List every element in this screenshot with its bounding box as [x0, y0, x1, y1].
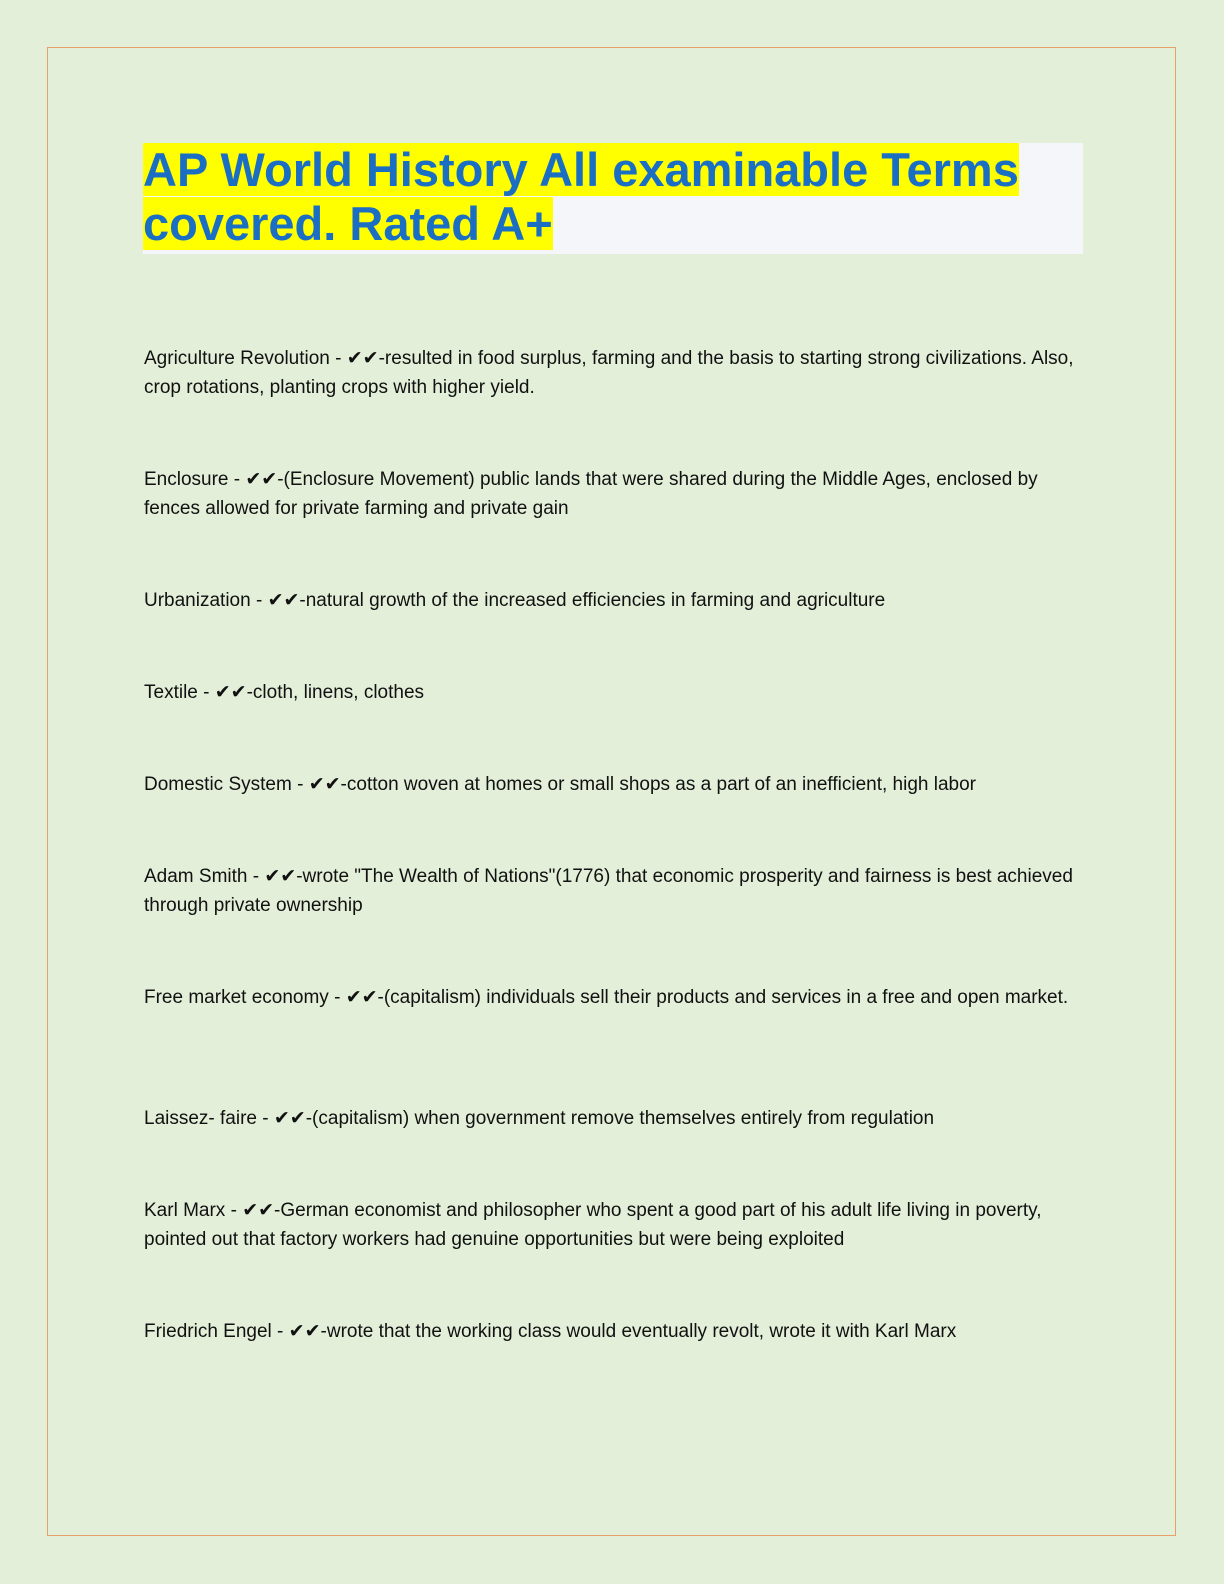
- list-item: [144, 983, 1084, 1012]
- term-separator: -: [328, 987, 346, 1008]
- term-definition: -wrote "The Wealth of Nations"(1776) that economic prosperity and fairness is best achieved through private ownership: [144, 866, 1073, 916]
- term-name: Friedrich Engel: [144, 1321, 272, 1342]
- list-item: [144, 344, 1084, 402]
- list-item: [144, 465, 1084, 523]
- term-name: Enclosure: [144, 469, 229, 490]
- term-name: Urbanization: [144, 590, 251, 611]
- check-icon: ✔✔: [288, 1320, 321, 1342]
- term-separator: -: [197, 682, 215, 703]
- check-icon: ✔✔: [346, 347, 379, 369]
- term-name: Adam Smith: [144, 866, 248, 887]
- term-definition: -German economist and philosopher who spent a good part of his adult life living in poverty, pointed out that factory workers had genuine opportunities but were being exploited: [144, 1200, 1042, 1250]
- term-name: Laissez- faire: [144, 1108, 257, 1129]
- document-title: AP World History All examinable Terms covered. Rated A+: [143, 143, 1019, 250]
- check-icon: ✔✔: [245, 468, 278, 490]
- term-definition: -(Enclosure Movement) public lands that were shared during the Middle Ages, enclosed by fences allowed for private farming and private gain: [144, 469, 1038, 519]
- check-icon: ✔✔: [273, 1107, 306, 1129]
- list-item: [144, 678, 1084, 707]
- term-definition: -cotton woven at homes or small shops as a part of an inefficient, high labor: [340, 774, 976, 795]
- term-definition: -wrote that the working class would eventually revolt, wrote it with Karl Marx: [320, 1321, 957, 1342]
- check-icon: ✔✔: [214, 681, 247, 703]
- list-item: [144, 1317, 1084, 1346]
- list-item: [144, 586, 1084, 615]
- term-separator: -: [271, 1321, 289, 1342]
- check-icon: ✔✔: [267, 589, 300, 611]
- title-block: [143, 143, 1083, 254]
- term-separator: -: [291, 774, 309, 795]
- term-separator: -: [250, 590, 268, 611]
- term-definition: -(capitalism) individuals sell their products and services in a free and open market.: [377, 987, 1069, 1008]
- check-icon: ✔✔: [308, 773, 341, 795]
- term-name: Agriculture Revolution: [144, 348, 330, 369]
- term-definition: -cloth, linens, clothes: [246, 682, 425, 703]
- term-name: Karl Marx: [144, 1200, 226, 1221]
- list-item: [144, 770, 1084, 799]
- term-definition: -(capitalism) when government remove themselves entirely from regulation: [305, 1108, 935, 1129]
- term-separator: -: [228, 469, 246, 490]
- term-separator: -: [225, 1200, 243, 1221]
- term-name: Domestic System: [144, 774, 292, 795]
- term-separator: -: [247, 866, 265, 887]
- check-icon: ✔✔: [345, 986, 378, 1008]
- list-item: [144, 1196, 1084, 1254]
- term-separator: -: [257, 1108, 274, 1129]
- term-definition: -natural growth of the increased efficiencies in farming and agriculture: [299, 590, 886, 611]
- check-icon: ✔✔: [264, 865, 297, 887]
- list-item: [144, 862, 1084, 920]
- term-name: Free market economy: [144, 987, 329, 1008]
- term-name: Textile: [144, 682, 198, 703]
- check-icon: ✔✔: [242, 1199, 275, 1221]
- term-separator: -: [329, 348, 347, 369]
- list-item: [144, 1104, 1084, 1133]
- term-definition: -resulted in food surplus, farming and the basis to starting strong civilizations. Also, crop rotations, planting crops with higher yield.: [144, 348, 1074, 398]
